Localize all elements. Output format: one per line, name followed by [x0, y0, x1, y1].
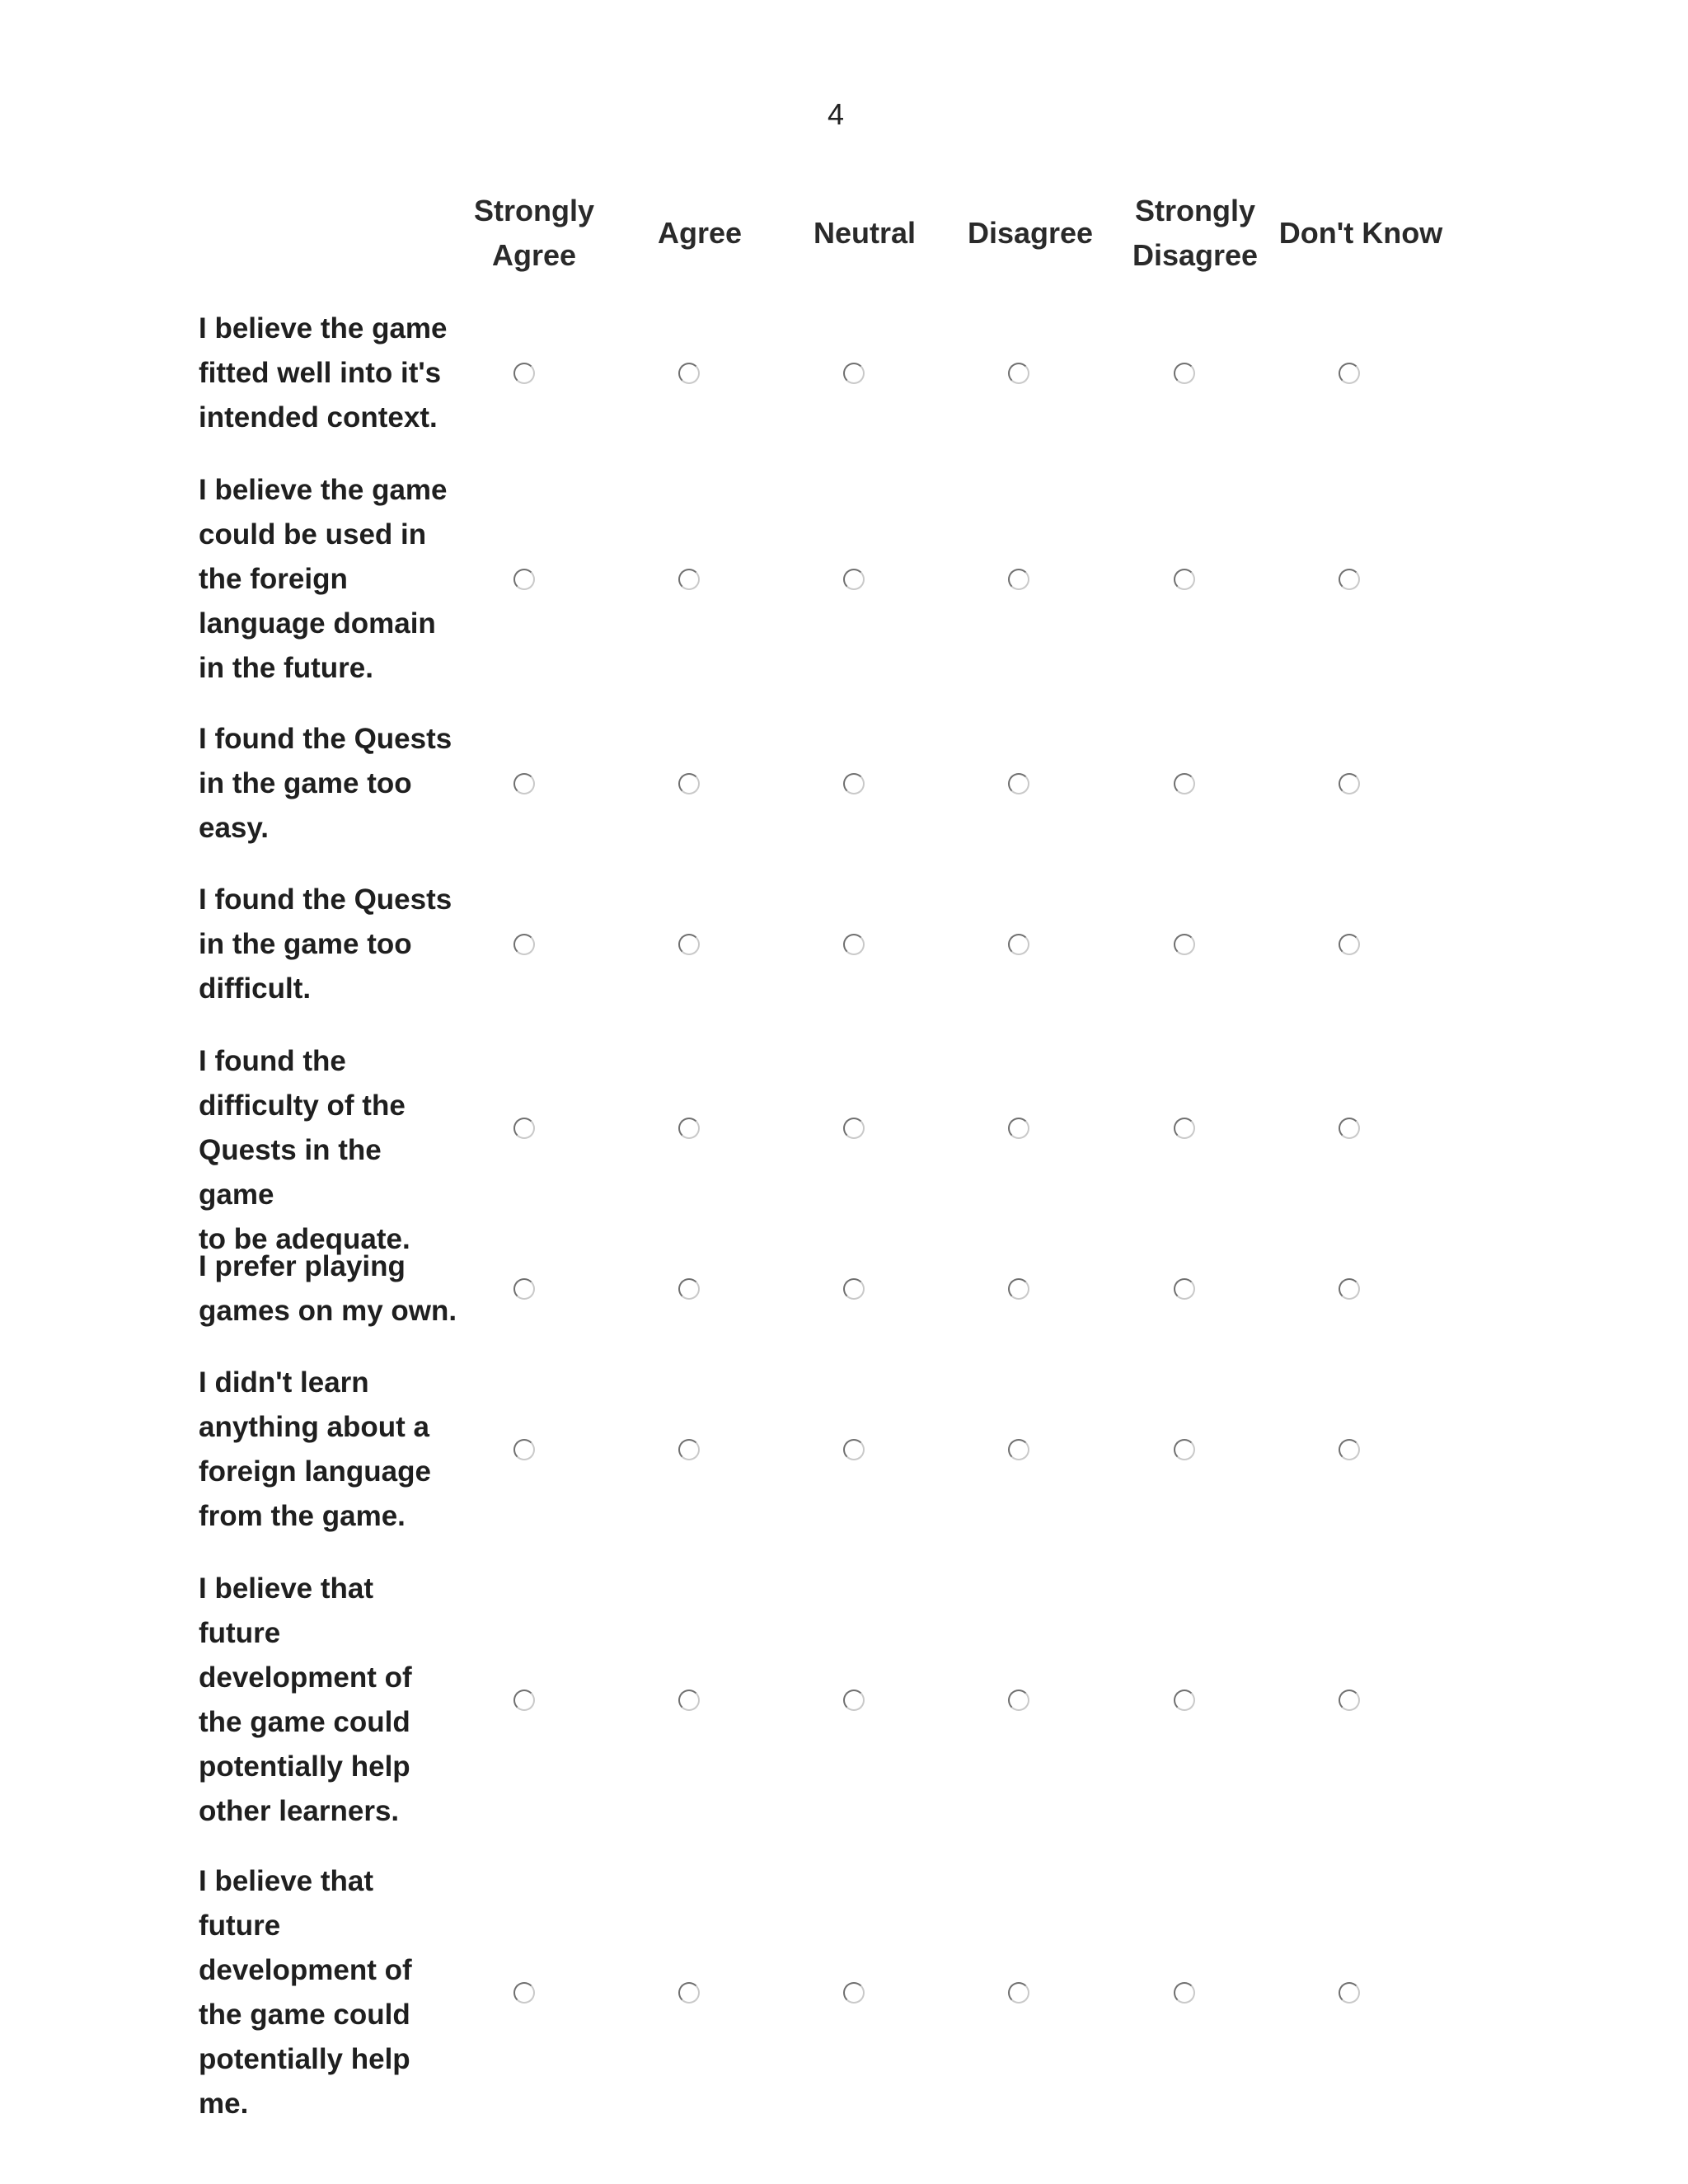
radio-neutral[interactable] [843, 1690, 865, 1711]
question-line: potentially help [199, 1750, 410, 1783]
question-line: me. [199, 2088, 249, 2120]
question-line: fitted well into it's [199, 357, 442, 389]
question-line: I believe the game [199, 474, 448, 506]
radio-neutral[interactable] [843, 1982, 865, 2004]
radio-dont-know[interactable] [1339, 1690, 1360, 1711]
radio-neutral[interactable] [843, 934, 865, 955]
radio-disagree[interactable] [1008, 1690, 1029, 1711]
question-line: the foreign [199, 563, 348, 595]
question-line: I believe the game [199, 312, 448, 344]
question-line: difficult. [199, 972, 312, 1005]
radio-disagree[interactable] [1008, 773, 1029, 794]
radio-strongly-disagree[interactable] [1174, 1278, 1195, 1300]
radio-strongly-disagree[interactable] [1174, 934, 1195, 955]
radio-neutral[interactable] [843, 1439, 865, 1460]
radio-strongly-agree[interactable] [513, 1982, 535, 2004]
radio-neutral[interactable] [843, 773, 865, 794]
radio-dont-know[interactable] [1339, 934, 1360, 955]
question-line: intended context. [199, 401, 438, 434]
question-text [199, 307, 462, 440]
radio-dont-know[interactable] [1339, 569, 1360, 590]
radio-strongly-agree[interactable] [513, 773, 535, 794]
question-line: in the game too [199, 928, 412, 960]
column-header-dont-know [1278, 211, 1443, 255]
radio-strongly-disagree[interactable] [1174, 1690, 1195, 1711]
radio-strongly-agree[interactable] [513, 934, 535, 955]
radio-strongly-disagree[interactable] [1174, 1439, 1195, 1460]
question-line: foreign language [199, 1455, 431, 1488]
column-header-neutral [782, 211, 947, 255]
column-header-line: Strongly [1134, 194, 1255, 227]
page-number: 4 [827, 97, 845, 131]
radio-dont-know[interactable] [1339, 1118, 1360, 1139]
question-line: I found the Quests [199, 883, 452, 916]
question-line: I found the [199, 1045, 346, 1077]
question-text [199, 468, 462, 691]
radio-disagree[interactable] [1008, 569, 1029, 590]
radio-agree[interactable] [678, 1278, 700, 1300]
question-line: to be adequate. [199, 1223, 410, 1255]
question-text [199, 1859, 462, 2126]
question-line: could be used in [199, 518, 427, 551]
question-line: in the future. [199, 652, 373, 684]
radio-agree[interactable] [678, 934, 700, 955]
radio-strongly-agree[interactable] [513, 363, 535, 384]
radio-strongly-agree[interactable] [513, 569, 535, 590]
question-line: other learners. [199, 1795, 400, 1827]
question-line: future [199, 1910, 281, 1942]
question-text [199, 1361, 462, 1539]
column-header-line: Don't Know [1278, 216, 1443, 250]
radio-dont-know[interactable] [1339, 1278, 1360, 1300]
question-line: I believe that [199, 1865, 374, 1897]
radio-agree[interactable] [678, 569, 700, 590]
radio-agree[interactable] [678, 773, 700, 794]
question-line: future [199, 1617, 281, 1649]
column-header-strongly-agree [452, 189, 617, 278]
question-text [199, 1244, 462, 1333]
question-line: games on my own. [199, 1295, 457, 1327]
column-header-strongly-disagree [1113, 189, 1278, 278]
radio-strongly-agree[interactable] [513, 1690, 535, 1711]
radio-disagree[interactable] [1008, 363, 1029, 384]
radio-strongly-disagree[interactable] [1174, 1982, 1195, 2004]
column-header-line: Neutral [813, 216, 917, 250]
radio-strongly-agree[interactable] [513, 1118, 535, 1139]
question-line: development of [199, 1954, 412, 1986]
radio-dont-know[interactable] [1339, 1439, 1360, 1460]
column-header-line: Disagree [967, 216, 1094, 250]
question-line: anything about a [199, 1411, 429, 1443]
radio-neutral[interactable] [843, 569, 865, 590]
question-line: I didn't learn [199, 1366, 369, 1399]
column-header-agree [617, 211, 782, 255]
radio-agree[interactable] [678, 1118, 700, 1139]
radio-agree[interactable] [678, 1439, 700, 1460]
question-line: language domain [199, 607, 436, 640]
question-line: I believe that [199, 1572, 374, 1605]
radio-neutral[interactable] [843, 363, 865, 384]
question-line: I found the Quests [199, 723, 452, 755]
question-text [199, 1039, 462, 1262]
radio-strongly-agree[interactable] [513, 1439, 535, 1460]
question-line: development of [199, 1661, 412, 1694]
question-text [199, 1567, 462, 1834]
radio-agree[interactable] [678, 1690, 700, 1711]
radio-dont-know[interactable] [1339, 1982, 1360, 2004]
radio-strongly-agree[interactable] [513, 1278, 535, 1300]
radio-agree[interactable] [678, 363, 700, 384]
question-line: difficulty of the [199, 1090, 406, 1122]
column-header-line: Agree [657, 216, 743, 250]
radio-disagree[interactable] [1008, 1439, 1029, 1460]
question-line: the game could [199, 1706, 410, 1738]
radio-strongly-disagree[interactable] [1174, 1118, 1195, 1139]
column-header-line: Agree [491, 238, 577, 272]
radio-neutral[interactable] [843, 1278, 865, 1300]
radio-disagree[interactable] [1008, 1982, 1029, 2004]
column-header-disagree [948, 211, 1113, 255]
radio-disagree[interactable] [1008, 1118, 1029, 1139]
question-line: potentially help [199, 2043, 410, 2075]
question-text [199, 717, 462, 851]
radio-agree[interactable] [678, 1982, 700, 2004]
question-line: easy. [199, 812, 269, 844]
column-header-line: Strongly [473, 194, 594, 227]
radio-dont-know[interactable] [1339, 363, 1360, 384]
column-header-line: Disagree [1132, 238, 1259, 272]
radio-dont-know[interactable] [1339, 773, 1360, 794]
radio-strongly-disagree[interactable] [1174, 773, 1195, 794]
radio-strongly-disagree[interactable] [1174, 569, 1195, 590]
radio-disagree[interactable] [1008, 934, 1029, 955]
question-line: in the game too [199, 767, 412, 799]
radio-disagree[interactable] [1008, 1278, 1029, 1300]
question-text [199, 878, 462, 1011]
likert-header-row [0, 0, 1688, 280]
radio-strongly-disagree[interactable] [1174, 363, 1195, 384]
question-line: I prefer playing [199, 1250, 406, 1282]
question-line: from the game. [199, 1500, 406, 1532]
radio-neutral[interactable] [843, 1118, 865, 1139]
question-line: Quests in the game [199, 1134, 382, 1211]
question-line: the game could [199, 1999, 410, 2031]
